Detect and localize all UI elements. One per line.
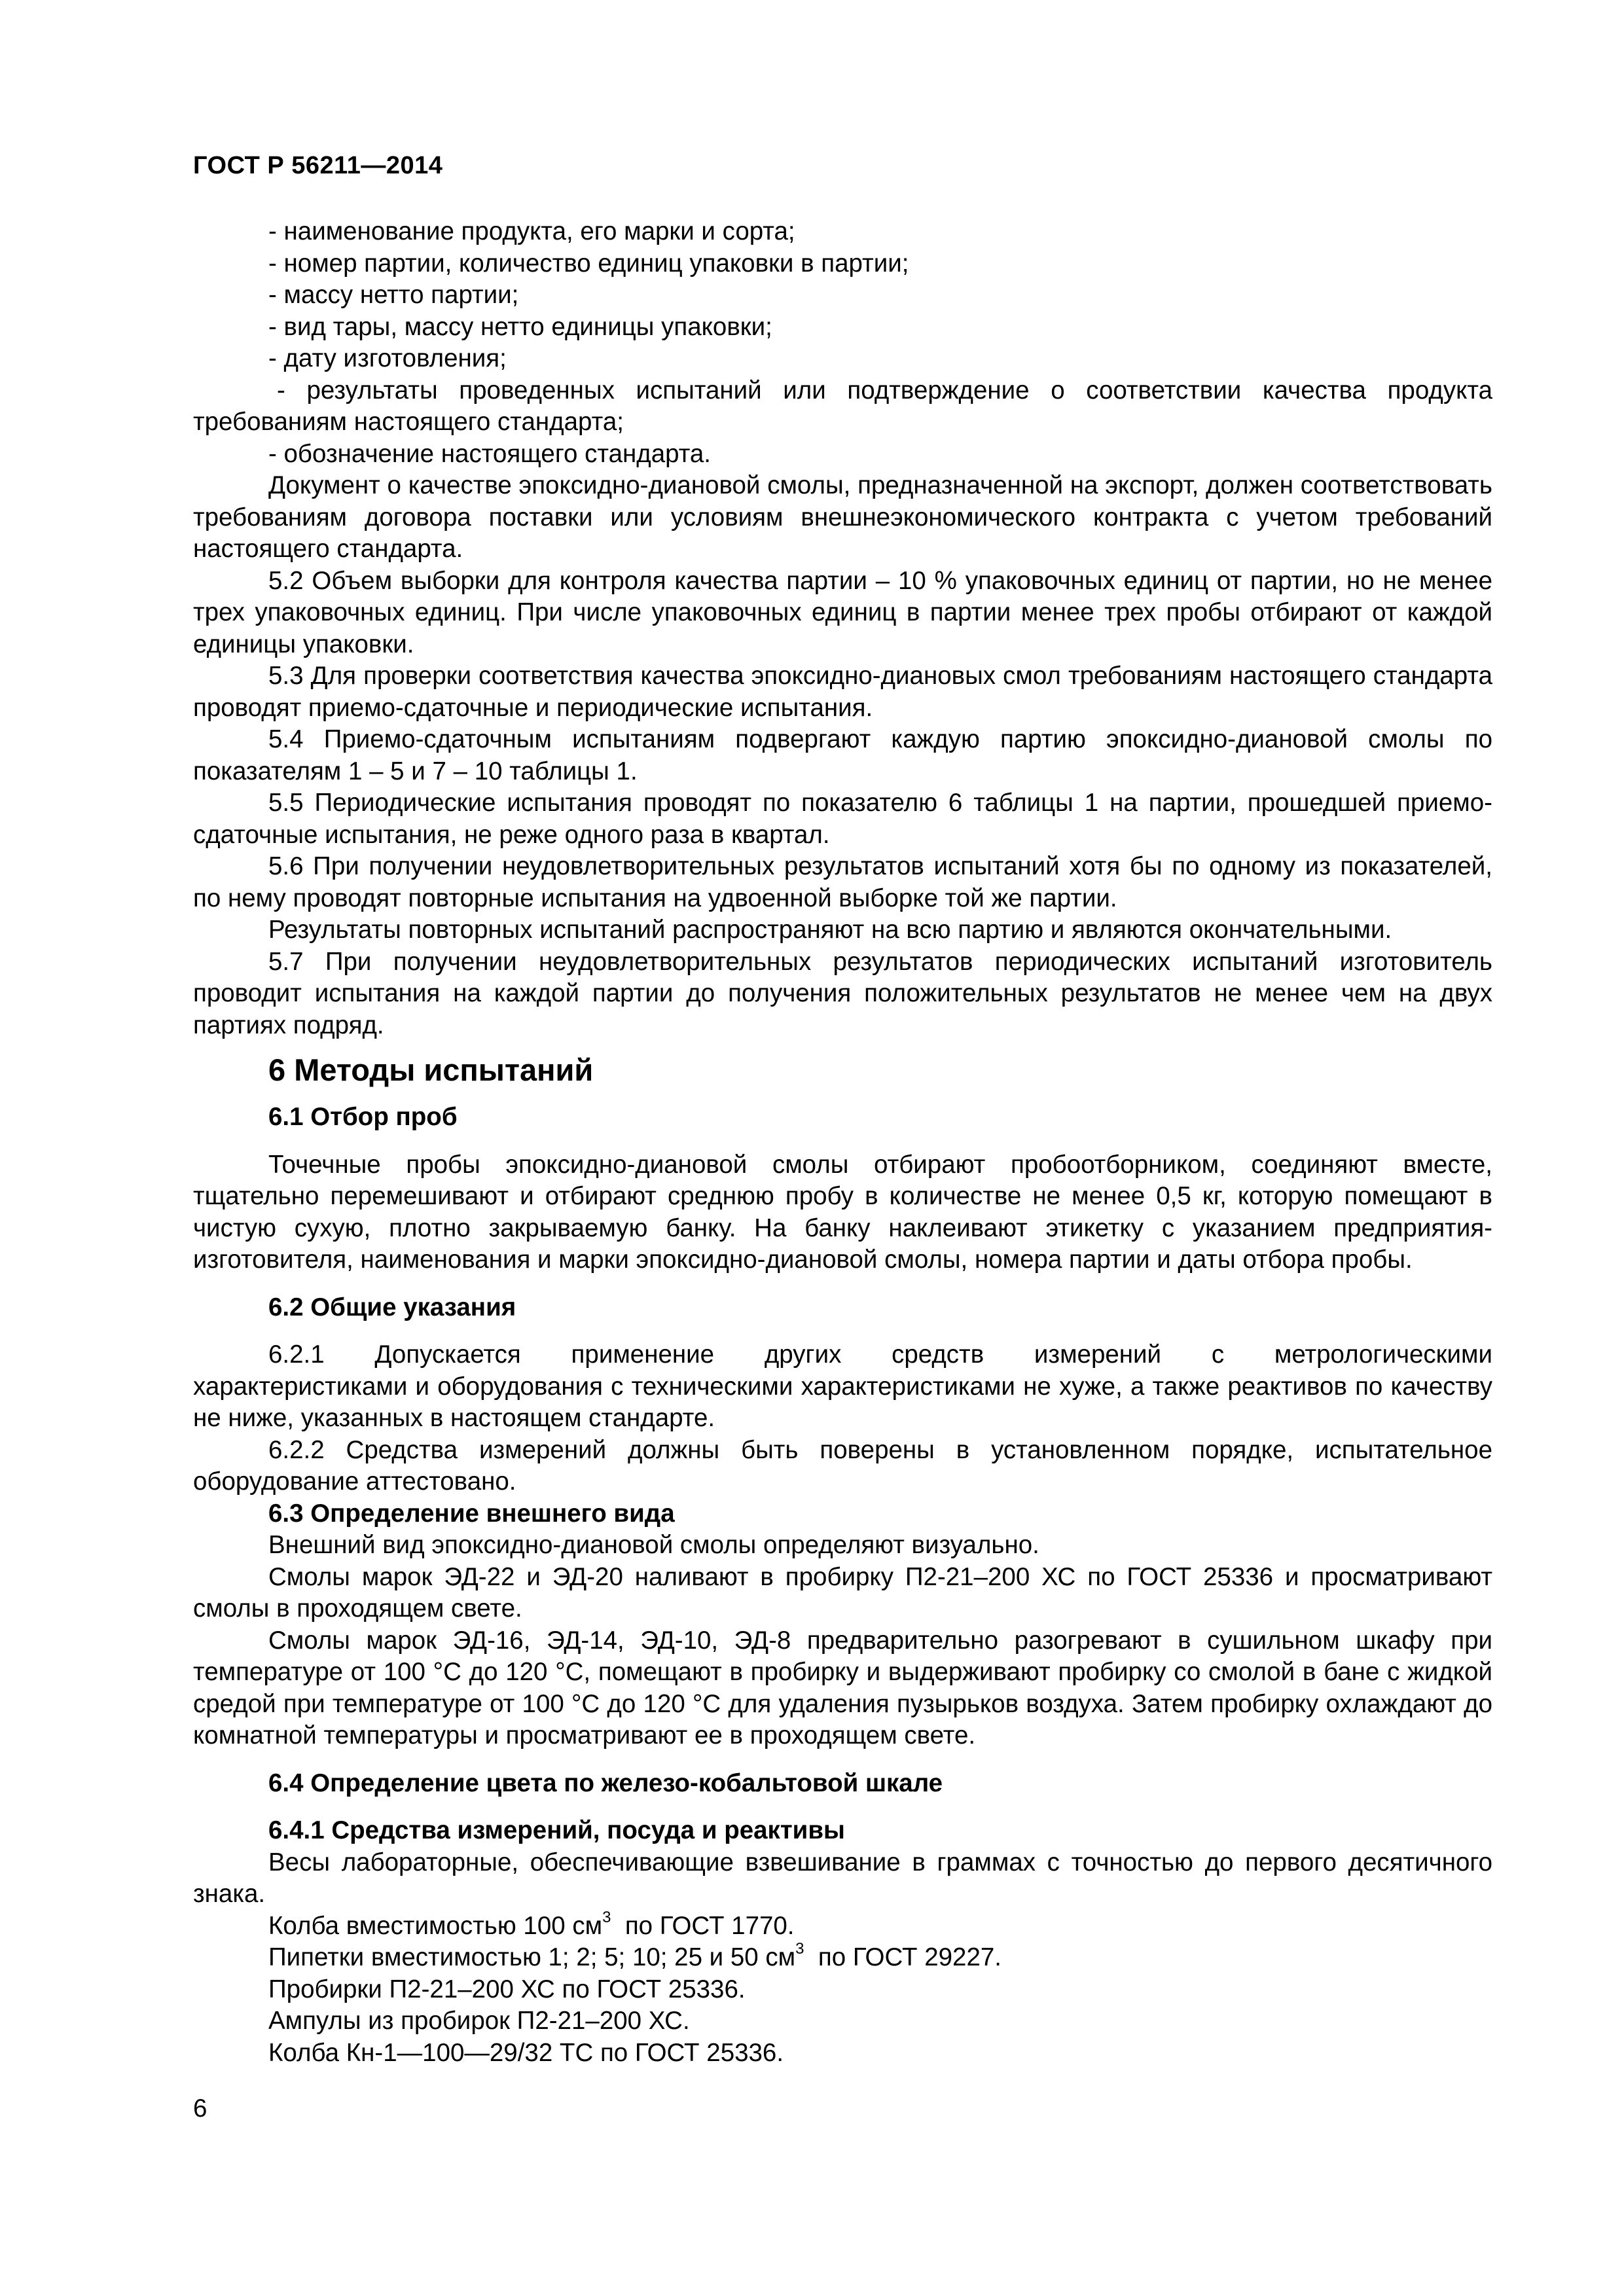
equipment-flask-kn: Колба Кн-1—100—29/32 ТС по ГОСТ 25336. xyxy=(268,2038,784,2067)
paragraph-6-3-3: Смолы марок ЭД-16, ЭД-14, ЭД-10, ЭД-8 предварительно разогревают в сушильном шкафу при температуре от 100 °С до 120 °С, помещают в пробирку и выдерживают пробирку со смолой в бане с жидкой средой при температуре от 100 °С до 120 °С для удаления пузырьков воздуха. Затем пробирку охлаждают до комнатной температуры и просматривают ее в проходящем свете. xyxy=(193,1626,1492,1749)
paragraph-5-4: 5.4 Приемо-сдаточным испытаниям подвергают каждую партию эпоксидно-диановой смолы по показателям 1 – 5 и 7 – 10 таблицы 1. xyxy=(193,725,1492,785)
section-6-4-heading: 6.4 Определение цвета по железо-кобальтовой шкале xyxy=(268,1768,943,1797)
list-item: - вид тары, массу нетто единицы упаковки; xyxy=(268,312,772,341)
paragraph-6-2-1: 6.2.1 Допускается применение других средств измерений с метрологическими характеристиками и оборудования с техническими характеристиками не хуже, а также реактивов по качеству не ниже, указанных в настоящем стандарте. xyxy=(193,1340,1500,1432)
list-item: - обозначение настоящего стандарта. xyxy=(268,439,712,468)
document-body xyxy=(193,216,1500,2069)
section-6-4-1-heading: 6.4.1 Средства измерений, посуда и реактивы xyxy=(268,1816,845,1844)
paragraph-5-7: 5.7 При получении неудовлетворительных результатов периодических испытаний изготовитель проводит испытания на каждой партии до получения положительных результатов не менее чем на двух партиях подряд. xyxy=(193,947,1492,1039)
paragraph-6-3-1: Внешний вид эпоксидно-диановой смолы определяют визуально. xyxy=(268,1531,1039,1559)
paragraph-6-2-2: 6.2.2 Средства измерений должны быть поверены в установленном порядке, испытательное оборудование аттестовано. xyxy=(193,1435,1492,1496)
pipettes-text: Пипетки вместимостью 1; 2; 5; 10; 25 и 50 см xyxy=(268,1943,796,1971)
list-item: - наименование продукта, его марки и сорта; xyxy=(268,217,795,245)
list-item: - результаты проведенных испытаний или подтверждение о соответствии качества продукта требованиям настоящего стандарта; xyxy=(193,376,1492,436)
section-6-1-heading: 6.1 Отбор проб xyxy=(268,1103,458,1131)
pipettes-superscript: 3 xyxy=(795,1940,804,1958)
equipment-ampoules: Ампулы из пробирок П2-21–200 ХС. xyxy=(268,2007,690,2035)
paragraph-5-2: 5.2 Объем выборки для контроля качества партии – 10 % упаковочных единиц от партии, но не менее трех упаковочных единиц. При числе упаковочных единиц в партии менее трех пробы отбирают от каждой единицы упаковки. xyxy=(193,566,1492,658)
list-item: - номер партии, количество единиц упаковки в партии; xyxy=(268,249,909,278)
section-6-2-heading: 6.2 Общие указания xyxy=(268,1293,516,1321)
equipment-pipettes xyxy=(193,1942,1492,1974)
paragraph-5-6-result: Результаты повторных испытаний распространяют на всю партию и являются окончательными. xyxy=(268,916,1392,944)
equipment-flask-100 xyxy=(193,1910,1492,1943)
paragraph-export: Документ о качестве эпоксидно-диановой смолы, предназначенной на экспорт, должен соответствовать требованиям договора поставки или условиям внешнеэкономического контракта с учетом требований настоящего стандарта. xyxy=(193,471,1492,563)
paragraph-5-3: 5.3 Для проверки соответствия качества эпоксидно-диановых смол требованиям настоящего стандарта проводят приемо-сдаточные и периодические испытания. xyxy=(193,662,1492,722)
section-6-heading: 6 Методы испытаний xyxy=(268,1052,594,1087)
standard-header: ГОСТ Р 56211—2014 xyxy=(193,152,443,179)
paragraph-5-6: 5.6 При получении неудовлетворительных результатов испытаний хотя бы по одному из показателей, по нему проводят повторные испытания на удвоенной выборке той же партии. xyxy=(193,852,1492,912)
section-6-3-heading: 6.3 Определение внешнего вида xyxy=(268,1499,675,1528)
paragraph-6-1: Точечные пробы эпоксидно-диановой смолы отбирают пробоотборником, соединяют вместе, тщательно перемешивают и отбирают среднюю пробу в количестве не менее 0,5 кг, которую помещают в чистую сухую, плотно закрываемую банку. На банку наклеивают этикетку с указанием предприятия-изготовителя, наименования и марки эпоксидно-диановой смолы, номера партии и даты отбора пробы. xyxy=(193,1150,1492,1274)
paragraph-6-3-2: Смолы марок ЭД-22 и ЭД-20 наливают в пробирку П2-21–200 ХС по ГОСТ 25336 и просматривают смолы в проходящем свете. xyxy=(193,1562,1492,1623)
flask-superscript: 3 xyxy=(602,1908,611,1926)
paragraph-scales: Весы лабораторные, обеспечивающие взвешивание в граммах с точностью до первого десятичного знака. xyxy=(193,1848,1492,1908)
page-number: 6 xyxy=(193,2094,208,2123)
flask-text: Колба вместимостью 100 см xyxy=(268,1911,603,1940)
pipettes-standard: по ГОСТ 29227. xyxy=(804,1943,1001,1971)
flask-standard: по ГОСТ 1770. xyxy=(611,1911,795,1940)
list-item: - массу нетто партии; xyxy=(268,281,519,309)
list-item: - дату изготовления; xyxy=(268,344,507,372)
equipment-tubes: Пробирки П2-21–200 ХС по ГОСТ 25336. xyxy=(268,1975,746,2003)
paragraph-5-5: 5.5 Периодические испытания проводят по показателю 6 таблицы 1 на партии, прошедшей приемо-сдаточные испытания, не реже одного раза в квартал. xyxy=(193,789,1492,849)
